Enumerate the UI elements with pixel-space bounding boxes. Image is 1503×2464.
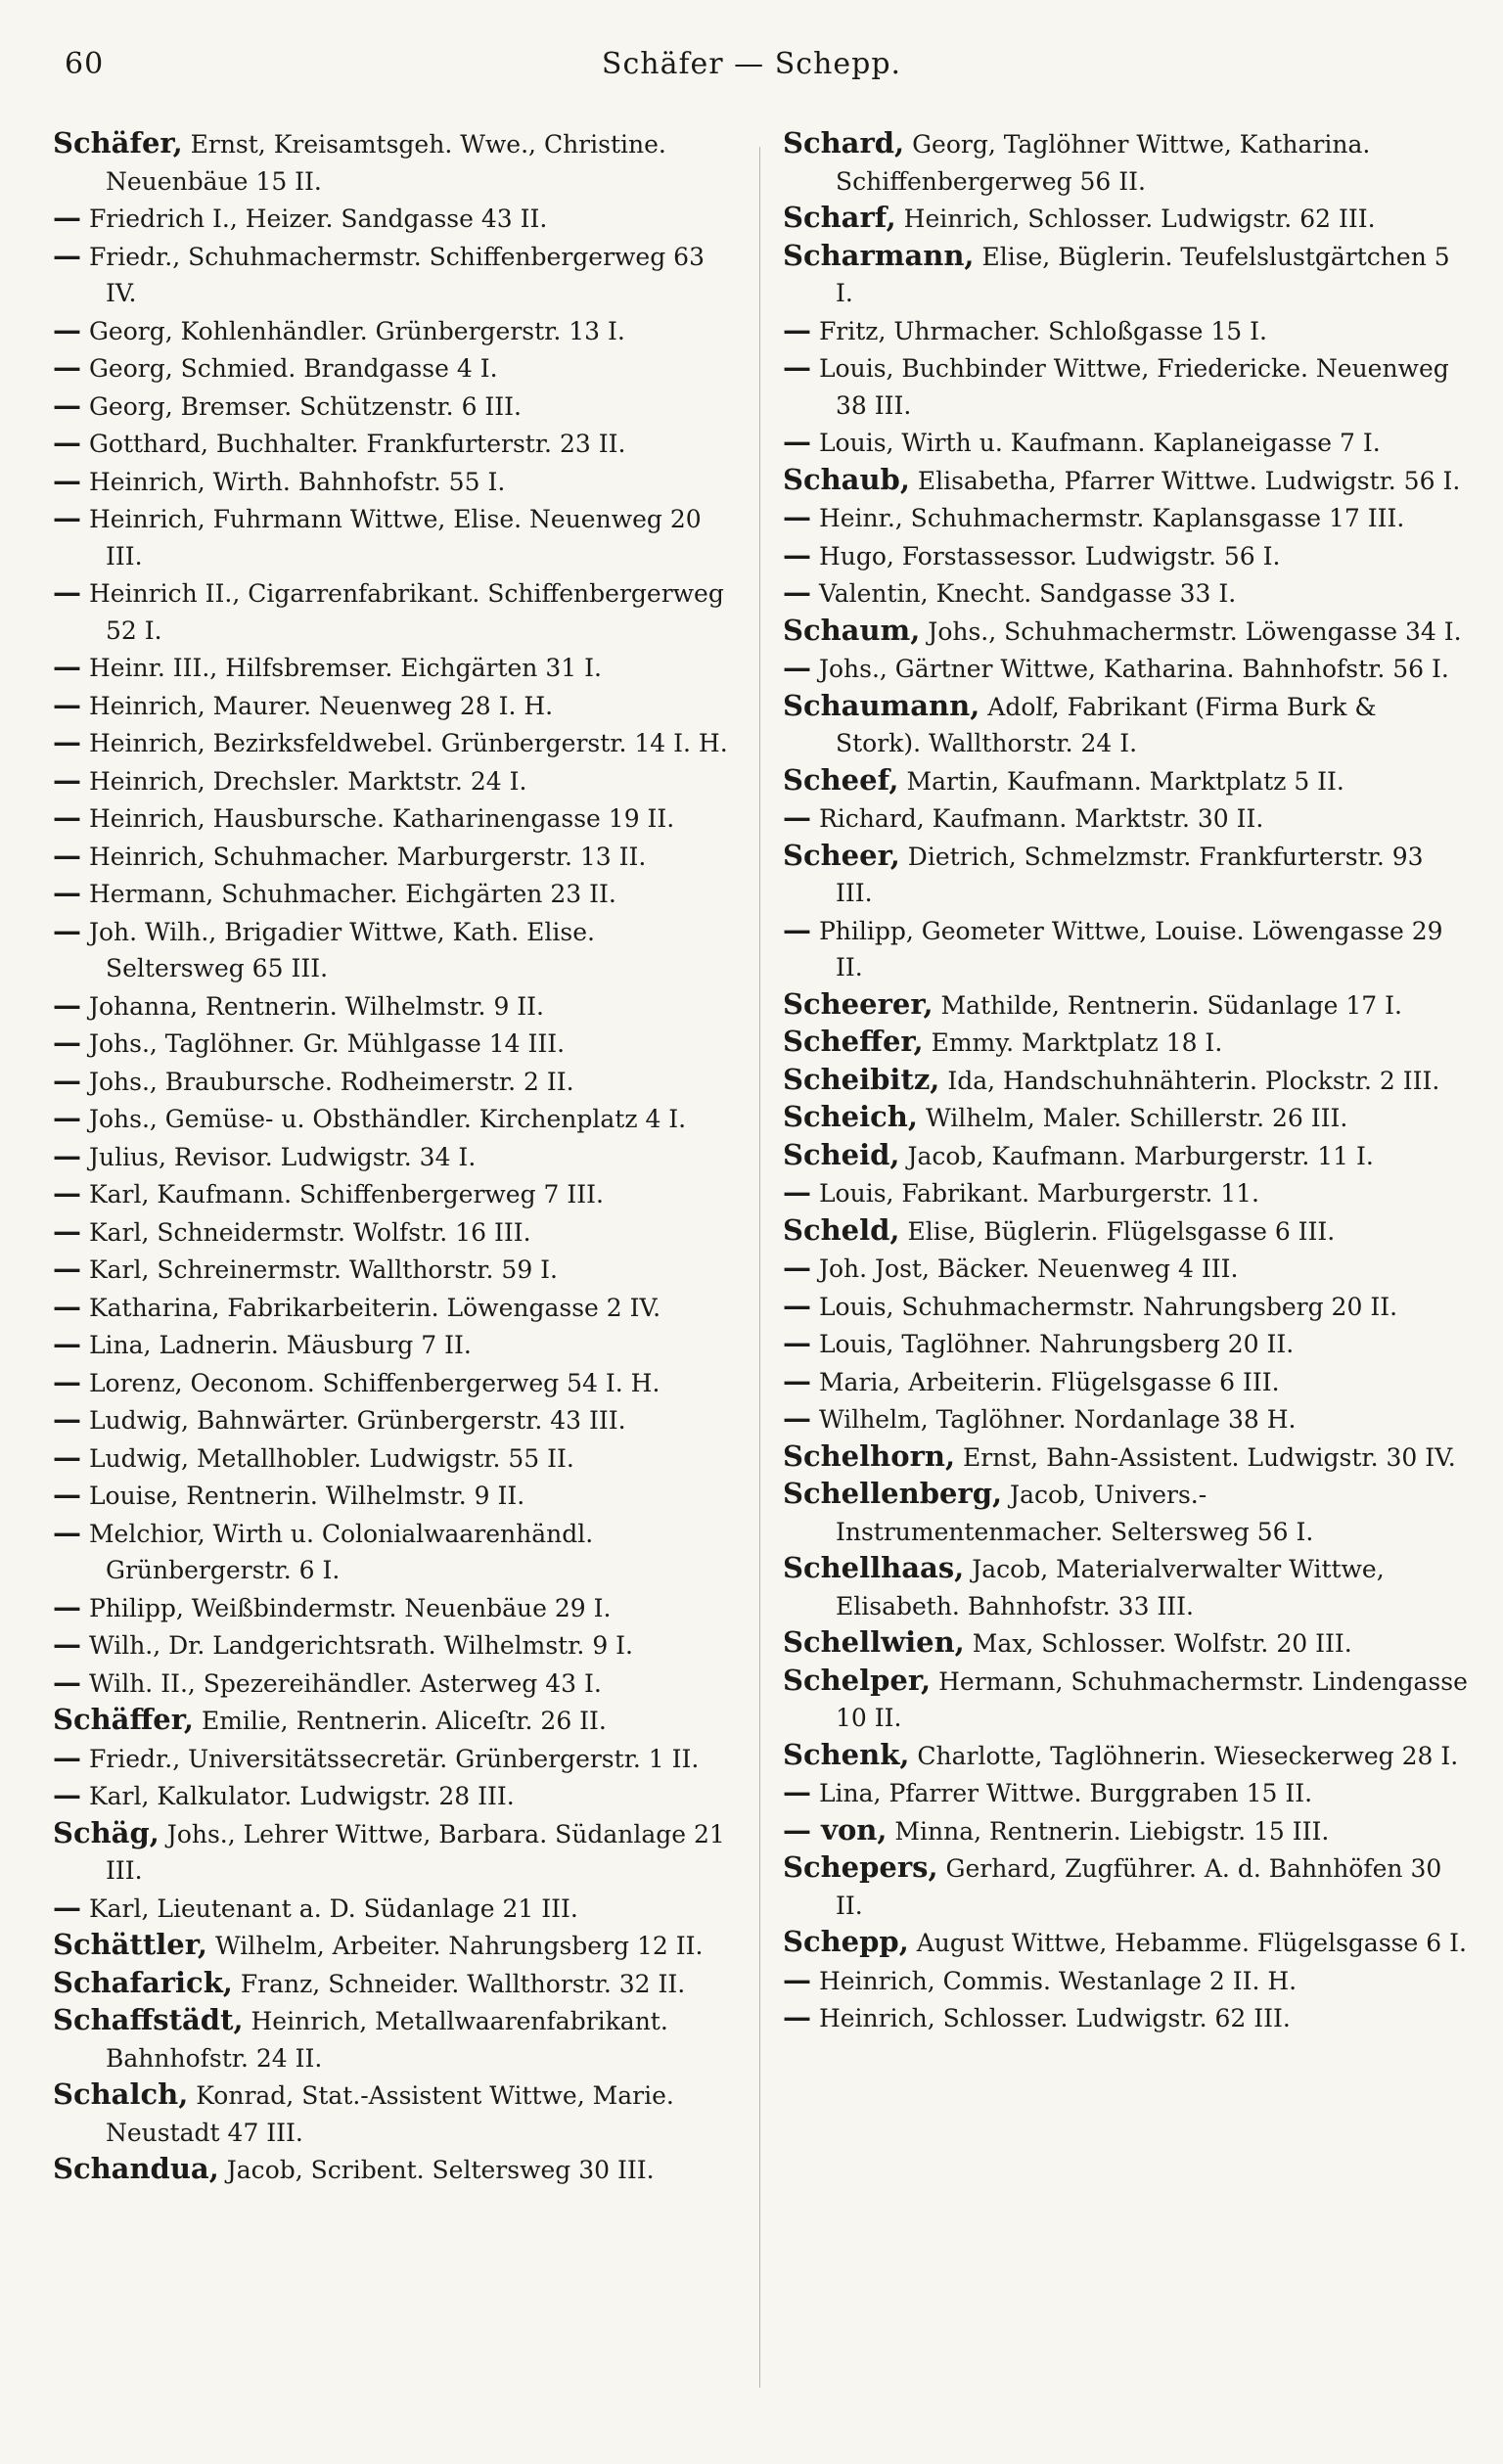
directory-entry <box>783 762 1468 800</box>
directory-entry <box>53 1213 728 1252</box>
directory-entry <box>783 912 1468 986</box>
entry-details: Louis, Fabrikant. Marburgerstr. 11. <box>811 1179 1260 1208</box>
entry-details: Heinrich, Commis. Westanlage 2 II. H. <box>811 1966 1298 1995</box>
entry-surname: — <box>53 913 81 947</box>
entry-surname: — <box>53 1515 81 1549</box>
entry-details: Jacob, Kaufmann. Marburgerstr. 11 I. <box>899 1141 1374 1170</box>
directory-entry <box>783 650 1468 688</box>
directory-entry <box>53 1138 728 1176</box>
directory-entry <box>53 1815 728 1890</box>
entry-surname: — <box>53 1627 81 1661</box>
entry-details: Katharina, Fabrikarbeiterin. Löwengasse 2 IV. <box>81 1293 661 1322</box>
entry-surname: Scheef, <box>783 762 899 797</box>
directory-entry <box>53 1589 728 1627</box>
entry-surname: Scheer, <box>783 838 900 872</box>
directory-entry <box>783 1400 1468 1438</box>
directory-entry <box>53 1927 728 1965</box>
directory-entry <box>783 1438 1468 1477</box>
directory-entry <box>783 1363 1468 1401</box>
directory-entry <box>783 1663 1468 1737</box>
directory-entry <box>783 1476 1468 1550</box>
right-column <box>783 125 1468 2435</box>
entry-details: Heinr., Schuhmachermstr. Kaplansgasse 17 III. <box>811 504 1405 532</box>
entry-surname: — von, <box>783 1812 888 1847</box>
entry-details: Hermann, Schuhmachermstr. Lindengasse 10 II. <box>836 1666 1468 1732</box>
directory-entry <box>53 500 728 574</box>
entry-surname: — <box>53 501 81 534</box>
directory-entry <box>783 1737 1468 1775</box>
entry-surname: — <box>783 1363 811 1397</box>
entry-details: Martin, Kaufmann. Marktplatz 5 II. <box>898 766 1344 796</box>
directory-entry <box>783 1099 1468 1137</box>
entry-surname: — <box>53 1890 81 1924</box>
entry-surname: Schelhorn, <box>783 1438 956 1473</box>
entry-details: Hermann, Schuhmacher. Eichgärten 23 II. <box>81 880 616 908</box>
entry-details: Ida, Handschuhnähterin. Plockstr. 2 III. <box>939 1066 1440 1095</box>
entry-details: Charlotte, Taglöhnerin. Wieseckerweg 28 I. <box>909 1741 1459 1770</box>
entry-surname: — <box>53 650 81 683</box>
directory-entry <box>53 312 728 350</box>
directory-entry <box>783 1624 1468 1663</box>
entry-surname: — <box>53 1327 81 1360</box>
directory-entry <box>53 875 728 913</box>
entry-details: Georg, Bremser. Schützenstr. 6 III. <box>81 391 522 421</box>
entry-details: Jacob, Univers.-Instrumentenmacher. Seltersweg 56 I. <box>836 1481 1314 1546</box>
directory-entry <box>783 574 1468 613</box>
entry-surname: — <box>53 1478 81 1511</box>
entry-details: Julius, Revisor. Ludwigstr. 34 I. <box>81 1142 477 1171</box>
entry-surname: — <box>783 575 811 609</box>
entry-surname: Schenk, <box>783 1737 910 1771</box>
directory-entry <box>53 1251 728 1289</box>
directory-entry <box>53 1439 728 1478</box>
directory-entry <box>783 688 1468 762</box>
directory-entry <box>783 1062 1468 1100</box>
entry-details: Dietrich, Schmelzmstr. Frankfurterstr. 93 III. <box>836 842 1424 907</box>
directory-entry <box>53 649 728 687</box>
entry-surname: — <box>53 388 81 422</box>
directory-entry <box>783 1774 1468 1812</box>
directory-entry <box>783 1250 1468 1288</box>
entry-surname: — <box>53 426 81 459</box>
directory-entry <box>53 1665 728 1703</box>
directory-entry <box>53 1626 728 1665</box>
directory-entry <box>53 425 728 463</box>
directory-entry <box>783 1024 1468 1062</box>
directory-entry <box>53 1025 728 1063</box>
entry-details: Johanna, Rentnerin. Wilhelmstr. 9 II. <box>81 991 544 1021</box>
directory-entry <box>53 349 728 388</box>
entry-surname: — <box>783 1962 811 1996</box>
entry-surname: — <box>53 1589 81 1623</box>
directory-entry <box>783 462 1468 500</box>
entry-surname: Schepp, <box>783 1925 909 1958</box>
entry-surname: — <box>783 1175 811 1209</box>
entry-details: Heinr. III., Hilfsbremser. Eichgärten 31 I. <box>81 654 602 682</box>
entry-surname: Scheerer, <box>783 986 934 1021</box>
entry-details: Johs., Braubursche. Rodheimerstr. 2 II. <box>81 1067 574 1096</box>
entry-details: Friedr., Universitätssecretär. Grünbergerstr. 1 II. <box>81 1744 700 1773</box>
entry-details: Johs., Taglöhner. Gr. Mühlgasse 14 III. <box>81 1029 566 1058</box>
entry-details: Philipp, Weißbindermstr. Neuenbäue 29 I. <box>81 1593 612 1622</box>
entry-surname: Schättler, <box>53 1928 207 1961</box>
entry-surname: — <box>53 1252 81 1285</box>
entry-surname: Schafarick, <box>53 1965 233 1999</box>
directory-entry <box>783 537 1468 575</box>
entry-surname: Schellenberg, <box>783 1477 1003 1510</box>
directory-entry <box>53 1364 728 1402</box>
entry-details: Friedr., Schuhmachermstr. Schiffenbergerweg 63 IV. <box>81 242 705 307</box>
directory-entry <box>53 1326 728 1364</box>
entry-surname: Schäfer, <box>53 126 183 160</box>
entry-surname: — <box>53 575 81 609</box>
entry-details: Friedrich I., Heizer. Sandgasse 43 II. <box>81 205 548 233</box>
directory-entry <box>783 200 1468 238</box>
directory-entry <box>53 1740 728 1778</box>
entry-surname: Schaumann, <box>783 688 980 722</box>
entry-details: August Wittwe, Hebamme. Flügelsgasse 6 I. <box>908 1929 1467 1957</box>
entry-surname: — <box>783 312 811 346</box>
entry-details: Joh. Jost, Bäcker. Neuenweg 4 III. <box>811 1255 1239 1283</box>
entry-surname: Scheich, <box>783 1100 918 1133</box>
directory-entry <box>783 799 1468 838</box>
directory-entry <box>53 1702 728 1740</box>
directory-entry <box>783 1812 1468 1850</box>
directory-entry <box>53 1477 728 1515</box>
directory-entry <box>53 2002 728 2076</box>
entry-surname: — <box>783 1326 811 1359</box>
directory-entry <box>53 762 728 800</box>
entry-surname: — <box>783 651 811 684</box>
entry-details: Max, Schlosser. Wolfstr. 20 III. <box>964 1629 1352 1658</box>
entry-details: Lina, Pfarrer Wittwe. Burggraben 15 II. <box>811 1779 1313 1807</box>
entry-details: Johs., Gemüse- u. Obsthändler. Kirchenplatz 4 I. <box>81 1105 687 1133</box>
entry-surname: — <box>783 425 811 458</box>
entry-details: Joh. Wilh., Brigadier Wittwe, Kath. Elise. Seltersweg 65 III. <box>81 917 595 982</box>
entry-surname: — <box>783 350 811 384</box>
entry-surname: — <box>53 1176 81 1209</box>
entry-details: Johs., Lehrer Wittwe, Barbara. Südanlage 21 III. <box>106 1819 725 1885</box>
entry-surname: — <box>783 2000 811 2033</box>
entry-details: Gotthard, Buchhalter. Frankfurterstr. 23 II. <box>81 430 626 458</box>
entry-details: Heinrich, Schlosser. Ludwigstr. 62 III. <box>895 205 1376 233</box>
directory-entry <box>53 2151 728 2189</box>
entry-surname: — <box>53 838 81 872</box>
directory-entry <box>53 200 728 238</box>
entry-details: Georg, Taglöhner Wittwe, Katharina. Schiffenbergerweg 56 II. <box>836 130 1371 196</box>
entry-details: Heinrich, Wirth. Bahnhofstr. 55 I. <box>81 467 506 496</box>
entry-details: Wilhelm, Taglöhner. Nordanlage 38 H. <box>811 1405 1297 1434</box>
page-number: 60 <box>65 47 105 81</box>
entry-surname: — <box>53 1138 81 1172</box>
entry-details: Louis, Buchbinder Wittwe, Friedericke. Neuenweg 38 III. <box>811 354 1449 420</box>
entry-details: Johs., Schuhmachermstr. Löwengasse 34 I. <box>920 616 1462 646</box>
directory-entry <box>783 986 1468 1025</box>
entry-details: Emilie, Rentnerin. Aliceſtr. 26 II. <box>194 1707 607 1735</box>
directory-entry <box>53 1100 728 1138</box>
entry-details: Fritz, Uhrmacher. Schloßgasse 15 I. <box>811 316 1267 345</box>
entry-surname: Schellhaas, <box>783 1551 965 1584</box>
entry-details: Karl, Lieutenant a. D. Südanlage 21 III. <box>81 1894 578 1923</box>
entry-surname: — <box>53 312 81 346</box>
entry-details: Heinrich, Schlosser. Ludwigstr. 62 III. <box>811 2004 1291 2032</box>
entry-surname: — <box>783 500 811 533</box>
directory-entry <box>783 1924 1468 1962</box>
entry-details: Konrad, Stat.-Assistent Wittwe, Marie. Neustadt 47 III. <box>106 2081 674 2147</box>
directory-entry <box>53 987 728 1026</box>
entry-details: Richard, Kaufmann. Marktstr. 30 II. <box>811 804 1264 833</box>
directory-entry <box>783 1137 1468 1175</box>
directory-entry <box>783 238 1468 312</box>
entry-details: Gerhard, Zugführer. A. d. Bahnhöfen 30 II. <box>836 1854 1442 1920</box>
directory-entry <box>783 1849 1468 1924</box>
entry-surname: — <box>53 1402 81 1436</box>
entry-surname: Schelper, <box>783 1663 932 1697</box>
column-divider <box>759 147 760 2388</box>
entry-details: Wilh., Dr. Landgerichtsrath. Wilhelmstr. 9 I. <box>81 1631 634 1660</box>
entry-surname: — <box>53 1364 81 1398</box>
left-column <box>53 125 728 2435</box>
directory-entry <box>783 1174 1468 1212</box>
directory-entry <box>53 799 728 838</box>
directory-entry <box>783 1999 1468 2037</box>
entry-surname: — <box>53 1439 81 1474</box>
entry-surname: Schäg, <box>53 1815 159 1849</box>
directory-entry <box>53 724 728 762</box>
entry-surname: — <box>53 463 81 497</box>
directory-entry <box>783 499 1468 537</box>
entry-details: Adolf, Fabrikant (Firma Burk & Stork). Wallthorstr. 24 I. <box>836 692 1377 757</box>
directory-entry <box>783 125 1468 200</box>
entry-details: Mathilde, Rentnerin. Südanlage 17 I. <box>933 990 1402 1020</box>
directory-entry <box>783 424 1468 462</box>
entry-details: Heinrich, Bezirksfeldwebel. Grünbergerstr. 14 I. H. <box>81 729 728 757</box>
entry-surname: Scharf, <box>783 201 896 234</box>
directory-entry <box>53 1063 728 1101</box>
entry-surname: — <box>53 800 81 834</box>
entry-surname: — <box>783 537 811 571</box>
entry-details: Jacob, Materialverwalter Wittwe, Elisabeth. Bahnhofstr. 33 III. <box>836 1555 1385 1620</box>
entry-surname: — <box>53 876 81 909</box>
running-title: Schäfer — Schepp. <box>601 47 902 81</box>
entry-details: Heinrich, Hausbursche. Katharinengasse 19 II. <box>81 804 675 833</box>
entry-surname: — <box>53 725 81 758</box>
directory-entry <box>53 1515 728 1589</box>
entry-surname: Schepers, <box>783 1850 938 1884</box>
entry-details: Heinrich, Metallwaarenfabrikant. Bahnhofstr. 24 II. <box>106 2007 668 2073</box>
directory-entry <box>53 1777 728 1815</box>
entry-details: Elise, Büglerin. Flügelsgasse 6 III. <box>899 1216 1336 1246</box>
directory-entry <box>783 1288 1468 1326</box>
entry-surname: Scheibitz, <box>783 1062 940 1096</box>
entry-surname: Schaum, <box>783 613 921 647</box>
entry-surname: Scheffer, <box>783 1025 924 1058</box>
directory-entry <box>53 125 728 200</box>
directory-entry <box>783 1962 1468 2000</box>
entry-details: Ernst, Kreisamtsgeh. Wwe., Christine. Neuenbäue 15 II. <box>106 130 666 196</box>
entry-details: Louis, Wirth u. Kaufmann. Kaplaneigasse 7 I. <box>811 429 1381 457</box>
directory-entry <box>783 1550 1468 1624</box>
entry-surname: — <box>783 1401 811 1435</box>
entry-surname: — <box>783 800 811 834</box>
entry-details: Louise, Rentnerin. Wilhelmstr. 9 II. <box>81 1482 525 1510</box>
directory-entry <box>783 312 1468 350</box>
directory-entry <box>53 1890 728 1928</box>
entry-surname: Scheld, <box>783 1212 900 1247</box>
entry-details: Emmy. Marktplatz 18 I. <box>923 1028 1223 1057</box>
entry-surname: — <box>53 1101 81 1134</box>
entry-details: Karl, Kaufmann. Schiffenbergerweg 7 III. <box>81 1180 604 1209</box>
entry-details: Lorenz, Oeconom. Schiffenbergerweg 54 I. H. <box>81 1368 660 1397</box>
entry-surname: Schandua, <box>53 2152 219 2185</box>
entry-surname: Schäffer, <box>53 1703 194 1736</box>
directory-entry <box>53 1175 728 1213</box>
entry-surname: — <box>53 1063 81 1097</box>
directory-entry <box>53 1965 728 2003</box>
entry-surname: — <box>53 1213 81 1248</box>
directory-entry <box>783 1325 1468 1363</box>
directory-entry <box>783 613 1468 651</box>
entry-details: Heinrich II., Cigarrenfabrikant. Schiffenbergerweg 52 I. <box>81 579 724 645</box>
entry-surname: Schalch, <box>53 2077 189 2111</box>
entry-details: Louis, Schuhmachermstr. Nahrungsberg 20 II. <box>811 1292 1398 1321</box>
directory-entry <box>53 388 728 426</box>
entry-details: Elise, Büglerin. Teufelslustgärtchen 5 I. <box>836 242 1450 307</box>
directory-entry <box>53 1401 728 1439</box>
directory-entry <box>53 574 728 649</box>
directory-entry <box>53 838 728 876</box>
entry-details: Ludwig, Bahnwärter. Grünbergerstr. 43 III. <box>81 1406 626 1435</box>
entry-surname: Schaffstädt, <box>53 2003 244 2036</box>
directory-entry <box>53 2076 728 2151</box>
entry-details: Minna, Rentnerin. Liebigstr. 15 III. <box>887 1816 1330 1846</box>
entry-details: Elisabetha, Pfarrer Wittwe. Ludwigstr. 56 I. <box>909 466 1461 495</box>
entry-details: Karl, Schreinermstr. Wallthorstr. 59 I. <box>81 1255 558 1284</box>
directory-entry <box>53 463 728 501</box>
entry-surname: — <box>53 201 81 234</box>
entry-surname: — <box>783 1775 811 1808</box>
entry-details: Philipp, Geometer Wittwe, Louise. Löwengasse 29 II. <box>811 916 1443 981</box>
directory-entry <box>783 838 1468 912</box>
entry-surname: — <box>53 762 81 797</box>
entry-surname: — <box>783 912 811 946</box>
directory-entry <box>53 913 728 987</box>
entry-surname: — <box>53 1740 81 1774</box>
entry-surname: Scharmann, <box>783 238 975 272</box>
entry-details: Heinrich, Schuhmacher. Marburgerstr. 13 II. <box>81 842 647 871</box>
entry-surname: Schard, <box>783 126 905 160</box>
entry-surname: Schellwien, <box>783 1625 965 1659</box>
entry-details: Karl, Kalkulator. Ludwigstr. 28 III. <box>81 1782 515 1810</box>
entry-details: Wilhelm, Maler. Schillerstr. 26 III. <box>918 1104 1348 1132</box>
entry-details: Heinrich, Maurer. Neuenweg 28 I. H. <box>81 691 554 720</box>
directory-entry <box>53 238 728 312</box>
entry-details: Georg, Schmied. Brandgasse 4 I. <box>81 354 498 383</box>
page-header <box>0 47 1503 86</box>
entry-details: Franz, Schneider. Wallthorstr. 32 II. <box>232 1969 686 1998</box>
entry-details: Wilh. II., Spezereihändler. Asterweg 43 I. <box>81 1668 602 1698</box>
entry-details: Melchior, Wirth u. Colonialwaarenhändl. Grünbergerstr. 6 I. <box>81 1519 594 1584</box>
entry-details: Hugo, Forstassessor. Ludwigstr. 56 I. <box>811 541 1281 570</box>
entry-details: Lina, Ladnerin. Mäusburg 7 II. <box>81 1331 472 1359</box>
entry-surname: — <box>53 350 81 384</box>
entry-surname: — <box>53 1665 81 1699</box>
directory-entry <box>53 687 728 725</box>
entry-details: Maria, Arbeiterin. Flügelsgasse 6 III. <box>811 1367 1280 1396</box>
directory-entry <box>783 349 1468 424</box>
entry-surname: — <box>53 1026 81 1059</box>
entry-surname: — <box>53 1778 81 1811</box>
entry-surname: — <box>53 687 81 721</box>
entry-details: Ludwig, Metallhobler. Ludwigstr. 55 II. <box>81 1443 574 1473</box>
entry-details: Jacob, Scribent. Seltersweg 30 III. <box>218 2156 655 2184</box>
entry-surname: — <box>783 1288 811 1322</box>
entry-surname: Schaub, <box>783 462 910 496</box>
entry-details: Heinrich, Drechsler. Marktstr. 24 I. <box>81 766 527 796</box>
entry-surname: — <box>53 987 81 1022</box>
directory-entry <box>53 1289 728 1327</box>
entry-details: Georg, Kohlenhändler. Grünbergerstr. 13 I. <box>81 316 625 345</box>
directory-entry <box>783 1212 1468 1251</box>
entry-details: Wilhelm, Arbeiter. Nahrungsberg 12 II. <box>207 1932 704 1960</box>
entry-surname: Scheid, <box>783 1137 900 1171</box>
entry-details: Heinrich, Fuhrmann Wittwe, Elise. Neuenweg 20 III. <box>81 505 702 570</box>
entry-surname: — <box>53 1289 81 1323</box>
entry-details: Valentin, Knecht. Sandgasse 33 I. <box>811 579 1237 608</box>
entry-surname: — <box>783 1251 811 1284</box>
entry-details: Ernst, Bahn-Assistent. Ludwigstr. 30 IV. <box>955 1442 1456 1472</box>
entry-surname: — <box>53 238 81 272</box>
entry-details: Louis, Taglöhner. Nahrungsberg 20 II. <box>811 1330 1295 1358</box>
entry-details: Johs., Gärtner Wittwe, Katharina. Bahnhofstr. 56 I. <box>811 655 1449 683</box>
entry-details: Karl, Schneidermstr. Wolfstr. 16 III. <box>81 1217 531 1247</box>
